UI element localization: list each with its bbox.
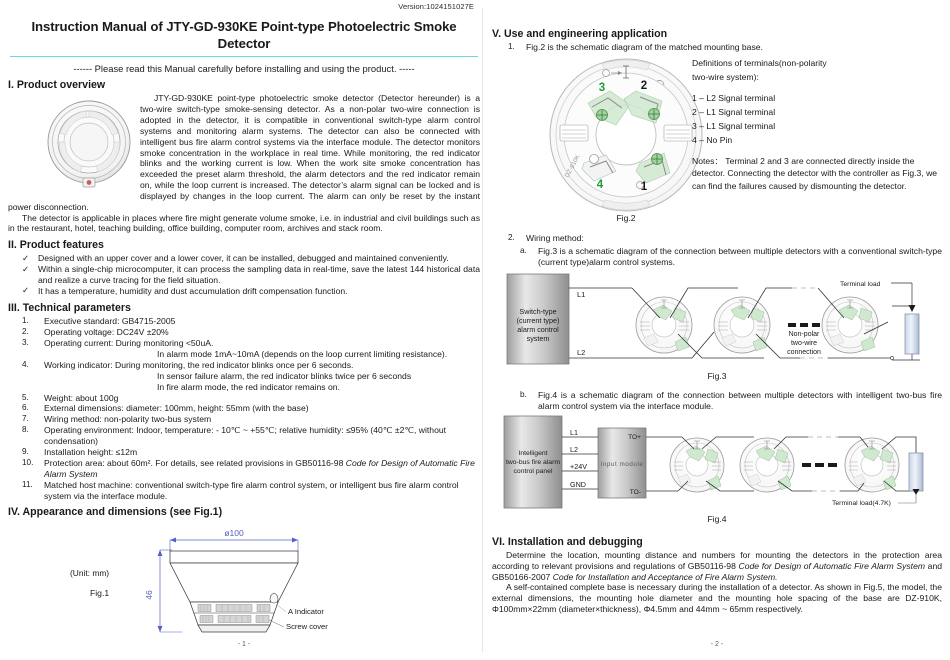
list-item xyxy=(8,458,480,480)
wiring-b-text: Fig.4 is a schematic diagram of the connection between multiple detectors with intelligent two-bus fire alarm control system via the interface module. xyxy=(538,390,942,411)
item-number: 1. xyxy=(508,42,515,51)
list-item xyxy=(492,390,942,412)
fig3-note-line-2: connection xyxy=(787,349,821,356)
fig4-bus-label-0: L1 xyxy=(570,428,578,437)
terminal-definitions xyxy=(692,57,942,193)
technical-parameters-list xyxy=(8,316,480,502)
figure-3 xyxy=(492,270,942,388)
fig4-caption: Fig.4 xyxy=(707,514,727,524)
fig1-caption: Fig.1 xyxy=(90,588,110,599)
overview-paragraph-1: JTY-GD-930KE point-type photoelectric smoke detector (Detector hereunder) is a two-wire switch-type smoke-sensing detector. As a non-polar two-wire connection is adopted in the detector, it is compatible in conventional switch-type alarm control systems and monitoring alarm systems. The detector can also be connected with intelligent bus fire alarm control systems via the interface module. The detector monitors smoke concentration in the workplace in real time. While monitoring, the red indicator blinks and the working current is low. When the work site smoke concentration has exceeded the preset alarm threshold, the alarm detectors and the red indicator remain on, while the loop current is increased. The detector’s alarm signal can be locked and is displayed by changes in the loop current. The alarm can only be reset by the instant power disconnection. xyxy=(8,93,480,212)
wiring-method-list xyxy=(492,233,942,244)
list-item xyxy=(8,447,480,458)
param-text: External dimensions: diameter: 100mm, height: 55mm (with the base) xyxy=(44,403,309,414)
feature-text: It has a temperature, humidity and dust accumulation drift compensation function. xyxy=(38,285,348,296)
fig4-panel-line-2: control panel xyxy=(513,468,553,475)
section-heading-3: III. Technical parameters xyxy=(8,301,131,314)
list-item xyxy=(8,393,480,404)
param-text: Executive standard: GB4715-2005 xyxy=(44,315,176,326)
terminal-def: 4 – No Pin xyxy=(692,134,733,145)
fig4-module-terminal-0: TO+ xyxy=(628,434,641,441)
item-number: 2. xyxy=(508,233,515,242)
overview-paragraph-2: The detector is applicable in places where fire might generate volume smoke, i.e. in industrial and civil buildings such as in the restaurant, hotel, teaching building, office building, computer room, archives and stack room. xyxy=(8,212,480,234)
section-heading-1: I. Product overview xyxy=(8,79,106,92)
fig3-label-l1: L1 xyxy=(577,290,586,299)
figure-2 xyxy=(492,53,942,231)
list-item xyxy=(492,233,942,244)
param-subline: In alarm mode 1mA~10mA (depends on the loop current limiting resistance). xyxy=(157,348,448,359)
fig4-bus-label-3: GND xyxy=(570,480,586,489)
item-number: 4. xyxy=(22,359,29,369)
list-item xyxy=(492,42,942,53)
param-text: Installation height: ≤12m xyxy=(44,447,138,458)
wiring-sublist-b xyxy=(492,390,942,412)
fig3-caption: Fig.3 xyxy=(707,371,727,381)
param-text: Matched host machine: conventional switch-type fire alarm control system, or intelligent bus fire alarm control system via the interface module. xyxy=(44,480,459,502)
terminal-def: 2 – L1 Signal terminal xyxy=(692,106,776,117)
item-number: 2. xyxy=(22,326,29,336)
item-number: 9. xyxy=(22,447,29,457)
list-item xyxy=(8,327,480,338)
install-paragraph-2: A self-contained complete base is necessary during the installation of a detector. As shown in Fig.5, the model, the external dimensions, the mounting hole diameter and the mounting hole spacing of the base are DZ-910K, Φ100mm×22mm (diameter×thickness), Φ4.5mm and 44mm ~ 65mm respectively. xyxy=(492,582,942,615)
title-rule xyxy=(10,56,478,58)
fig4-bus-label-1: L2 xyxy=(570,445,578,454)
fig2-base-model: DZ-910K xyxy=(563,153,582,179)
list-item xyxy=(8,316,480,327)
param-subline: In fire alarm mode, the red indicator remains on. xyxy=(157,381,340,392)
fig4-bus-label-2: +24V xyxy=(570,462,587,471)
list-item xyxy=(8,414,480,425)
terminal-def: 3 – L1 Signal terminal xyxy=(692,120,776,131)
install-standard-1: Code for Design of Automatic Fire Alarm System xyxy=(738,560,926,571)
feature-text: Designed with an upper cover and a lower cover, it can be installed, debugged and maintained conveniently. xyxy=(38,253,449,264)
section-heading-2: II. Product features xyxy=(8,239,104,252)
param-text: Protection area: about 60m². For details, see related provisions in GB50116-98 xyxy=(44,458,346,469)
wiring-sublist-a xyxy=(492,246,942,268)
column-divider xyxy=(482,8,483,652)
features-list xyxy=(8,253,480,297)
fig3-panel-line-1: (current type) xyxy=(516,316,560,325)
fig4-module-terminal-1: TO- xyxy=(629,489,641,496)
list-item xyxy=(8,425,480,447)
fig4-panel-line-1: two-bus fire alarm xyxy=(505,459,561,466)
fig3-panel-line-3: system xyxy=(526,334,550,343)
param-subline: In sensor failure alarm, the red indicator blinks twice per 6 seconds xyxy=(157,370,412,381)
install-standard-2: Code for Installation and Acceptance of Fire Alarm System. xyxy=(552,571,778,582)
detector-photo xyxy=(46,94,132,198)
terminal-notes: Notes： Terminal 2 and 3 are connected directly inside the detector. Connecting the detector with the controller as Fig.3, we can find the failures caused by dismounting the detector. xyxy=(692,155,938,192)
def-title-line2: two-wire system): xyxy=(692,71,759,82)
version-label: Version:1024151027E xyxy=(398,2,474,11)
list-item xyxy=(8,338,480,360)
terminal-def: 1 – L2 Signal terminal xyxy=(692,92,776,103)
fig2-terminal-4: 4 xyxy=(596,179,604,191)
param-text: Wiring method: non-polarity two-bus system xyxy=(44,414,212,425)
fig2-caption: Fig.2 xyxy=(616,213,636,223)
section-heading-4: IV. Appearance and dimensions (see Fig.1) xyxy=(8,506,223,519)
fig2-terminal-2: 2 xyxy=(640,80,648,92)
fig3-panel-line-0: Switch-type xyxy=(519,307,557,316)
param-text: Weight: about 100g xyxy=(44,392,119,403)
item-number: 5. xyxy=(22,392,29,402)
list-item xyxy=(8,360,480,393)
item-number: 8. xyxy=(22,425,29,435)
install-paragraph-1 xyxy=(492,550,942,582)
item-number: 10. xyxy=(22,458,34,468)
figure-1 xyxy=(8,520,480,650)
param-text: Working indicator: During monitoring, the red indicator blinks once per 6 seconds. xyxy=(44,359,354,370)
check-icon: ✓ xyxy=(22,285,30,296)
item-number: a. xyxy=(520,246,527,255)
wiring-method-label: Wiring method: xyxy=(526,233,584,243)
install-p1-b: and GB50166-2007 xyxy=(492,560,943,582)
install-p1-a: Determine the location, mounting distance and numbers for mounting the detectors in the protection area according to relevant provisions and regulations of GB50116-98 xyxy=(492,550,942,571)
list-item xyxy=(8,253,480,264)
def-title-line1: Definitions of terminals(non-polarity xyxy=(692,58,827,68)
fig3-panel-line-2: alarm control xyxy=(517,325,559,334)
read-note: ------ Please read this Manual carefully before installing and using the product. ----- xyxy=(73,63,415,75)
fig2-terminal-3: 3 xyxy=(598,82,606,94)
svg-text:Screw cover: Screw cover xyxy=(286,622,328,632)
param-text: Operating voltage: DC24V ±20% xyxy=(44,326,169,337)
wiring-a-text: Fig.3 is a schematic diagram of the connection between multiple detectors with a conventional switch-type (current type)alarm control systems. xyxy=(538,246,942,267)
fig2-terminal-1: 1 xyxy=(640,181,648,193)
use-item-text: Fig.2 is the schematic diagram of the matched mounting base. xyxy=(526,42,763,52)
figure-4 xyxy=(492,413,942,531)
item-number: 11. xyxy=(22,480,33,490)
section-heading-5: V. Use and engineering application xyxy=(492,28,668,40)
check-icon: ✓ xyxy=(22,252,30,263)
fig4-module-label: Input module xyxy=(600,461,644,468)
fig3-terminal-load-label: Terminal load xyxy=(840,281,881,288)
list-item xyxy=(8,286,480,297)
mounting-base-diagram xyxy=(540,55,712,227)
page-number-left: - 1 - xyxy=(237,641,251,648)
list-item xyxy=(8,480,480,502)
fig4-terminal-load-label: Terminal load(4.7K) xyxy=(832,500,891,507)
page-number-right: - 2 - xyxy=(710,641,724,648)
item-number: b. xyxy=(520,390,527,399)
feature-text: Within a single-chip microcomputer, it can process the sampling data in real-time, save the latest 144 historical data and realize a curve tracing for the field situation. xyxy=(38,264,480,286)
page-title: Instruction Manual of JTY-GD-930KE Point-type Photoelectric Smoke Detector xyxy=(31,19,457,52)
fig3-note-line-0: Non-polar xyxy=(788,331,820,338)
item-number: 1. xyxy=(22,315,29,325)
svg-text:A Indicator: A Indicator xyxy=(288,607,324,617)
param-standard-title: Code for Design of Automatic Fire Alarm System xyxy=(44,458,475,480)
fig1-unit-label: (Unit: mm) xyxy=(70,568,110,579)
svg-text:46: 46 xyxy=(144,590,154,600)
use-list xyxy=(492,42,942,53)
svg-text:ø100: ø100 xyxy=(224,528,244,539)
list-item xyxy=(492,246,942,268)
item-number: 7. xyxy=(22,414,29,424)
list-item xyxy=(8,403,480,414)
fig4-panel-line-0: Intelligent xyxy=(518,450,548,457)
fig3-label-l2: L2 xyxy=(577,348,586,357)
left-column xyxy=(8,0,480,660)
list-item xyxy=(8,264,480,286)
right-column xyxy=(492,0,942,660)
param-text: Operating current: During monitoring <50uA. xyxy=(44,337,214,348)
check-icon: ✓ xyxy=(22,263,30,274)
item-number: 3. xyxy=(22,337,29,347)
fig3-note-line-1: two-wire xyxy=(790,340,818,347)
item-number: 6. xyxy=(22,403,29,413)
section-heading-6: VI. Installation and debugging xyxy=(492,536,643,548)
param-text: Operating environment: Indoor, temperature: - 10℃ ~ +55℃; relative humidity: ≤95% (40℃ ±2℃, without condensation) xyxy=(44,425,447,447)
